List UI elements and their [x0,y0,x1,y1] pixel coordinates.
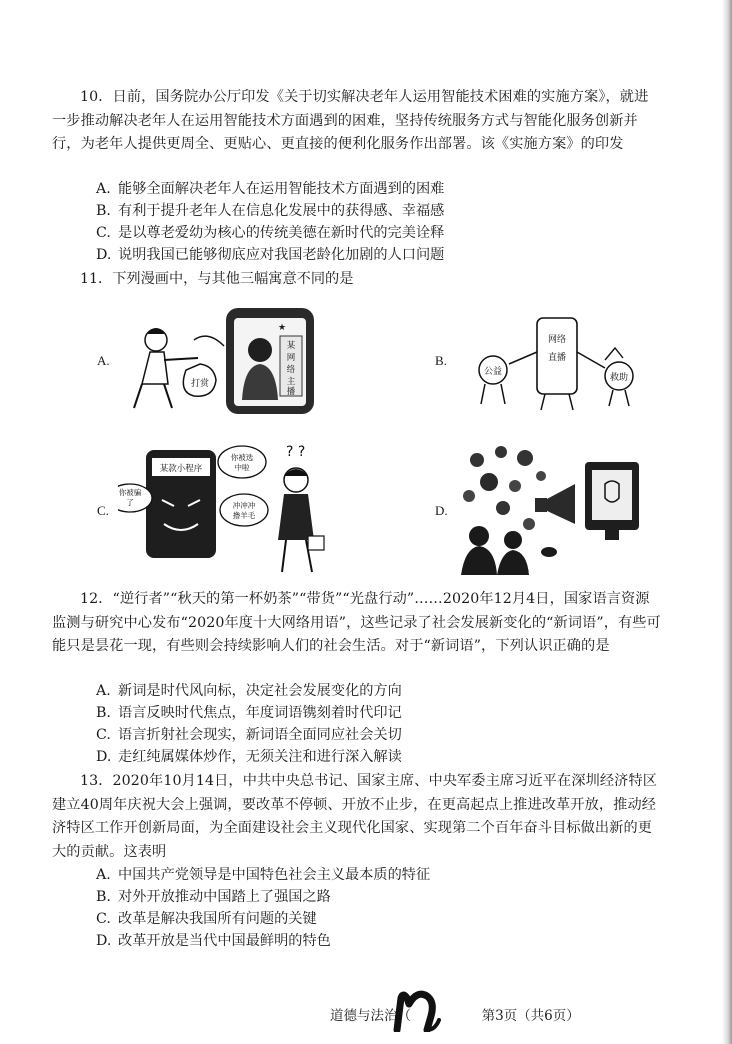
q11-stem: 11．下列漫画中，与其他三幅寓意不同的是 [80,271,354,287]
option-text: 改革是解决我国所有问题的关键 [118,911,317,927]
streamer-sign-char-5: 播 [286,387,296,397]
question-marks: ? ? [286,444,306,460]
bubble-top-line-2: 中啦 [234,463,250,472]
svg-text:★: ★ [278,323,287,333]
option-letter: C. [96,225,111,241]
q10-option-c[interactable] [96,222,656,244]
q12-option-a[interactable] [96,680,656,702]
streamer-sign-char-4: 主 [286,377,296,387]
live-sign-line-2: 直播 [547,353,567,363]
cartoon-d-image[interactable] [455,440,655,575]
charity-label: 公益 [483,367,503,377]
image-b-letter: B. [435,353,447,368]
option-text: 有利于提升老年人在信息化发展中的获得感、幸福感 [118,203,445,219]
option-text: 说明我国已能够彻底应对我国老龄化加剧的人口问题 [118,247,445,263]
cartoon-b-image[interactable] [455,312,655,412]
q12-option-d[interactable] [96,746,656,768]
cartoon-a-image[interactable] [128,300,328,418]
option-letter: A. [96,867,111,883]
bubble-left-line-2: 了 [126,498,134,507]
image-d-letter: D. [435,503,448,518]
image-c-letter: C. [97,503,109,518]
q13-option-d[interactable] [96,930,656,952]
q13-stem: 13．2020年10月14日，中共中央总书记、国家主席、中央军委主席习近平在深圳经济特区建立40周年庆祝大会上强调，要改革不停顿、开放不止步，在更高起点上推进改革开放，推动经济特区工作开创新局面，为全面建设社会主义现代化国家、实现第二个百年奋斗目标做出新的更大的贡献。这表明 [52,773,658,860]
q10-option-d[interactable] [96,244,656,266]
option-letter: C. [96,911,111,927]
option-text: 改革开放是当代中国最鲜明的特色 [118,933,331,949]
footer-subject: 道德与法治（ [330,1008,411,1024]
footer-page-number: 第3页（共6页） [481,1008,580,1024]
bubble-top-line-1: 你被选 [230,453,254,462]
page-footer [330,1004,580,1024]
rescue-label: 救助 [609,373,629,383]
option-letter: B. [96,705,111,721]
option-text: 是以尊老爱幼为核心的传统美德在新时代的完美诠释 [118,225,445,241]
option-text: 语言反映时代焦点，年度词语镌刻着时代印记 [118,705,402,721]
handwritten-mark-n [391,990,443,1032]
q10-option-a[interactable] [96,178,656,200]
scan-edge-shadow [722,0,732,1044]
q12-option-b[interactable] [96,702,656,724]
q13-option-a[interactable] [96,864,656,886]
option-letter: B. [96,203,111,219]
option-letter: A. [96,181,111,197]
tip-bag-label: 打赏 [190,379,210,389]
streamer-sign-char-2: 网 [286,353,296,363]
streamer-sign-char-1: 某 [286,341,296,351]
option-letter: A. [96,683,111,699]
q10-option-b[interactable] [96,200,656,222]
option-text: 能够全面解决老年人在运用智能技术方面遇到的困难 [118,181,445,197]
option-text: 走红纯属媒体炒作，无须关注和进行深入解读 [118,749,402,765]
q12-stem: 12．“逆行者”“秋天的第一杯奶茶”“带货”“光盘行动”……2020年12月4日，国家语言资源监测与研究中心发布“2020年度十大网络用语”，这些记录了社会发展新变化的“新词语”，有些可能只是昙花一现，有些则会持续影响人们的社会生活。对于“新词语”，下列认识正确的是 [52,591,661,654]
option-text: 语言折射社会现实，新词语全面同应社会关切 [118,727,402,743]
option-letter: D. [96,247,112,263]
image-a-letter: A. [97,353,110,368]
mini-program-sign: 某款小程序 [159,464,203,474]
option-letter: D. [96,749,112,765]
option-letter: D. [96,933,112,949]
option-text: 对外开放推动中国踏上了强国之路 [118,889,331,905]
live-sign-line-1: 网络 [547,335,567,345]
bubble-lower-line-1: 冲冲冲 [232,501,256,510]
option-text: 中国共产党领导是中国特色社会主义最本质的特征 [118,867,431,883]
option-text: 新词是时代风向标，决定社会发展变化的方向 [118,683,402,699]
option-letter: B. [96,889,111,905]
option-letter: C. [96,727,111,743]
q13-option-c[interactable] [96,908,656,930]
bubble-lower-line-2: 撸羊毛 [232,511,256,520]
q13-option-b[interactable] [96,886,656,908]
streamer-sign-char-3: 络 [286,365,296,375]
bubble-left-line-1: 你被骗 [118,488,142,497]
cartoon-c-image[interactable] [118,440,338,580]
q10-stem: 10．日前，国务院办公厅印发《关于切实解决老年人运用智能技术困难的实施方案》，就进一步推动解决老年人在运用智能技术方面遇到的困难，坚持传统服务方式与智能化服务创新并行，为老年人提供更周全、更贴心、更直接的便利化服务作出部署。该《实施方案》的印发 [52,89,649,152]
q12-option-c[interactable] [96,724,656,746]
